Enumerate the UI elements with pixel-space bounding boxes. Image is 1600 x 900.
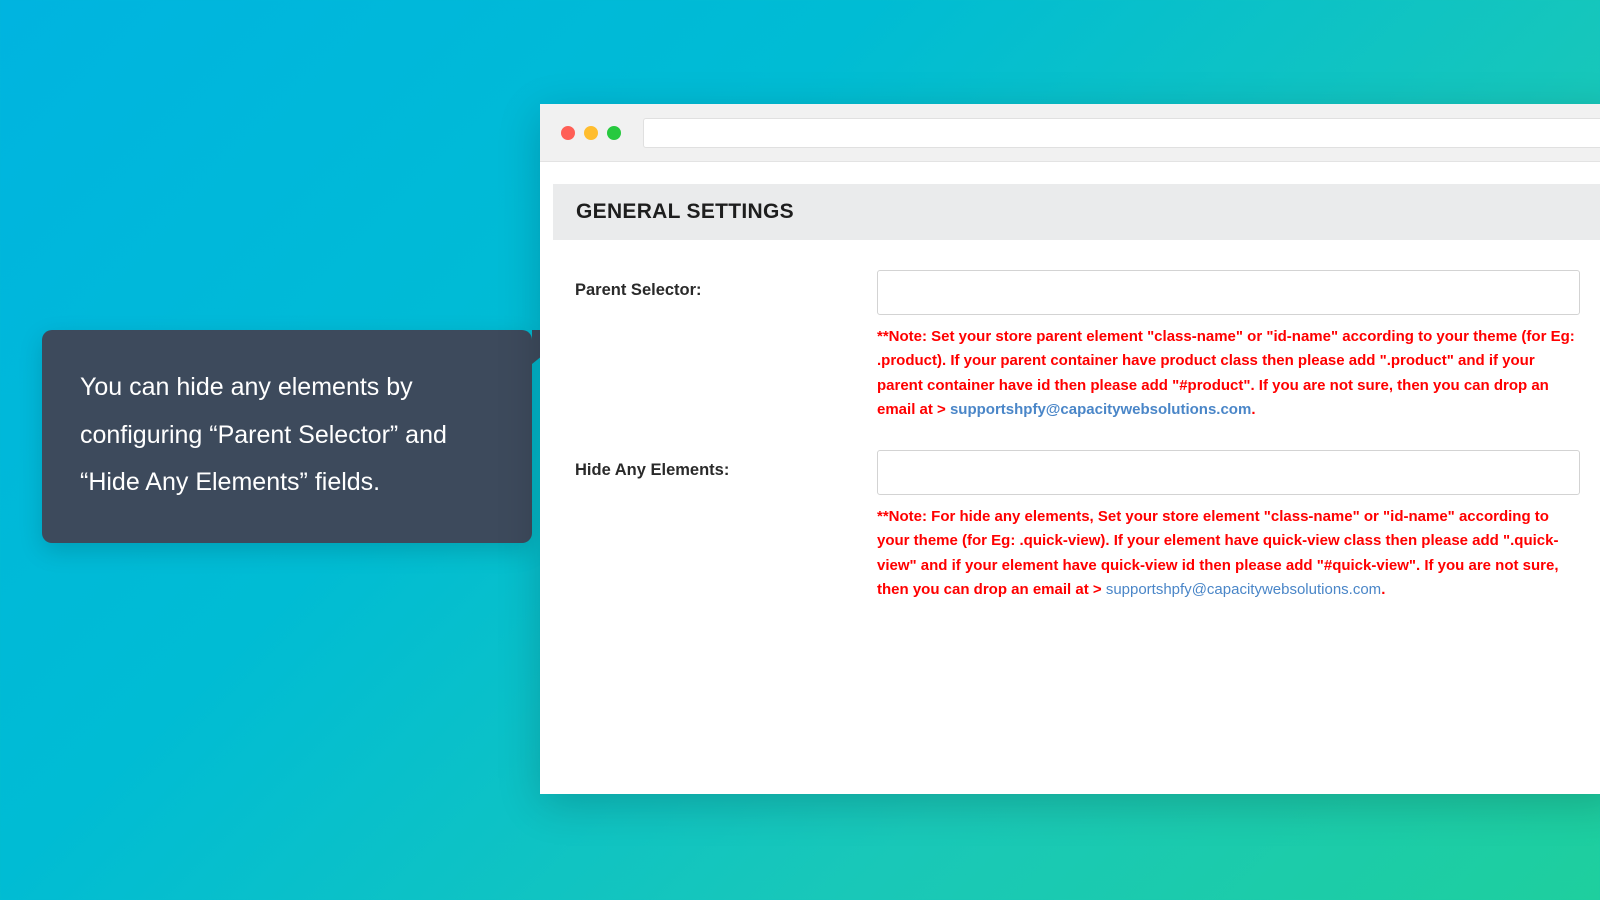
window-controls xyxy=(561,126,621,140)
form-spacer xyxy=(575,424,1580,450)
hide-any-elements-note xyxy=(877,505,1580,602)
parent-selector-note xyxy=(877,325,1580,422)
browser-window xyxy=(540,104,1600,794)
parent-selector-note-text: **Note: Set your store parent element "class-name" or "id-name" according to your theme (for Eg: .product). If your parent container have product class then please add ".product" and if your parent container have id then please add "#product". If you are not sure, then you can drop an email at > xyxy=(877,328,1575,418)
hide-any-elements-note-suffix: . xyxy=(1381,581,1386,599)
address-bar-input[interactable] xyxy=(643,118,1600,148)
support-email-link-2[interactable]: supportshpfy@capacitywebsolutions.com xyxy=(1105,581,1382,599)
hide-any-elements-note-text: **Note: For hide any elements, Set your store element "class-name" or "id-name" according to your theme (for Eg: .quick-view). If your element have quick-view class then please add ".quick-view" and if your element have quick-view id then please add "#quick-view". If you are not sure, then you can drop an email at > xyxy=(877,508,1559,599)
parent-selector-label: Parent Selector: xyxy=(575,281,702,299)
page-body xyxy=(540,162,1600,794)
page-title: GENERAL SETTINGS xyxy=(576,200,794,223)
minimize-icon[interactable] xyxy=(584,126,598,140)
callout-text: You can hide any elements by configuring “Parent Selector” and “Hide Any Elements” fields. xyxy=(80,373,447,496)
parent-selector-note-suffix: . xyxy=(1251,400,1256,418)
hide-any-elements-label: Hide Any Elements: xyxy=(575,461,730,480)
browser-chrome xyxy=(540,104,1600,162)
support-email-link[interactable]: supportshpfy@capacitywebsolutions.com xyxy=(949,400,1252,418)
field-row-hide-any-elements xyxy=(575,450,1580,602)
close-icon[interactable] xyxy=(561,126,575,140)
settings-form xyxy=(540,240,1600,602)
callout-bubble xyxy=(42,330,532,543)
parent-selector-input[interactable] xyxy=(877,270,1580,315)
field-row-parent-selector xyxy=(575,270,1580,422)
hide-any-elements-input[interactable] xyxy=(877,450,1580,495)
maximize-icon[interactable] xyxy=(607,126,621,140)
general-settings-header xyxy=(553,184,1600,240)
